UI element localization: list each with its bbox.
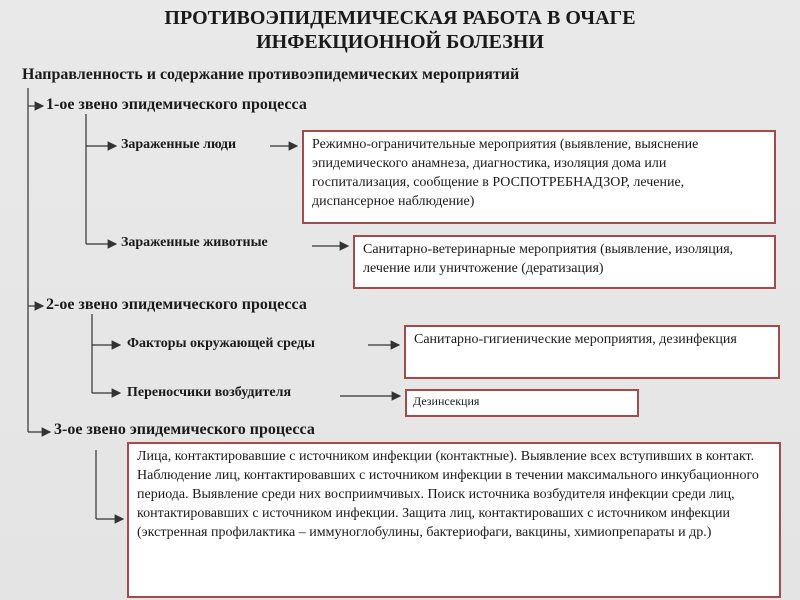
environment-label: Факторы окружающей среды [127,336,315,351]
infected-people-measures-box: Режимно-ограничительные мероприятия (выявление, выяснение эпидемического анамнеза, диагностика, изоляция дома или госпитализация, сообщение в РОСПОТРЕБНАДЗОР, лечение, диспансерное наблюдение) [302,130,776,224]
infected-people-label: Зараженные люди [121,137,237,152]
vectors-label: Переносчики возбудителя [127,385,292,400]
link2-heading: 2-ое звено эпидемического процесса [46,296,307,313]
link3-measures-box: Лица, контактировавшие с источником инфекции (контактные). Выявление всех вступивших в контакт. Наблюдение лиц, контактировавших с источником инфекции в течении максимального инкубационного периода. Выявление среди них восприимчивых. Поиск источника возбудителя инфекции среди лиц, контактировавших с источником инфекции. Защита лиц, контактироваших с источником инфекции (экстренная профилактика – иммуноглобулины, бактериофаги, вакцины, химиопрепараты и др.) [127,442,781,598]
subtitle: Направленность и содержание противоэпидемических мероприятий [22,66,520,83]
vectors-measures-box: Дезинсекция [405,389,639,417]
title-line-1: ПРОТИВОЭПИДЕМИЧЕСКАЯ РАБОТА В ОЧАГЕ [164,7,636,29]
title-line-2: ИНФЕКЦИОННОЙ БОЛЕЗНИ [256,31,544,53]
infected-animals-label: Зараженные животные [121,235,268,250]
link3-heading: 3-ое звено эпидемического процесса [54,421,315,438]
infected-animals-measures-box: Санитарно-ветеринарные мероприятия (выявление, изоляция, лечение или уничтожение (дератизация) [353,235,776,289]
environment-measures-box: Санитарно-гигиенические мероприятия, дезинфекция [404,325,780,379]
page-title [0,6,800,54]
link1-heading: 1-ое звено эпидемического процесса [46,96,307,113]
